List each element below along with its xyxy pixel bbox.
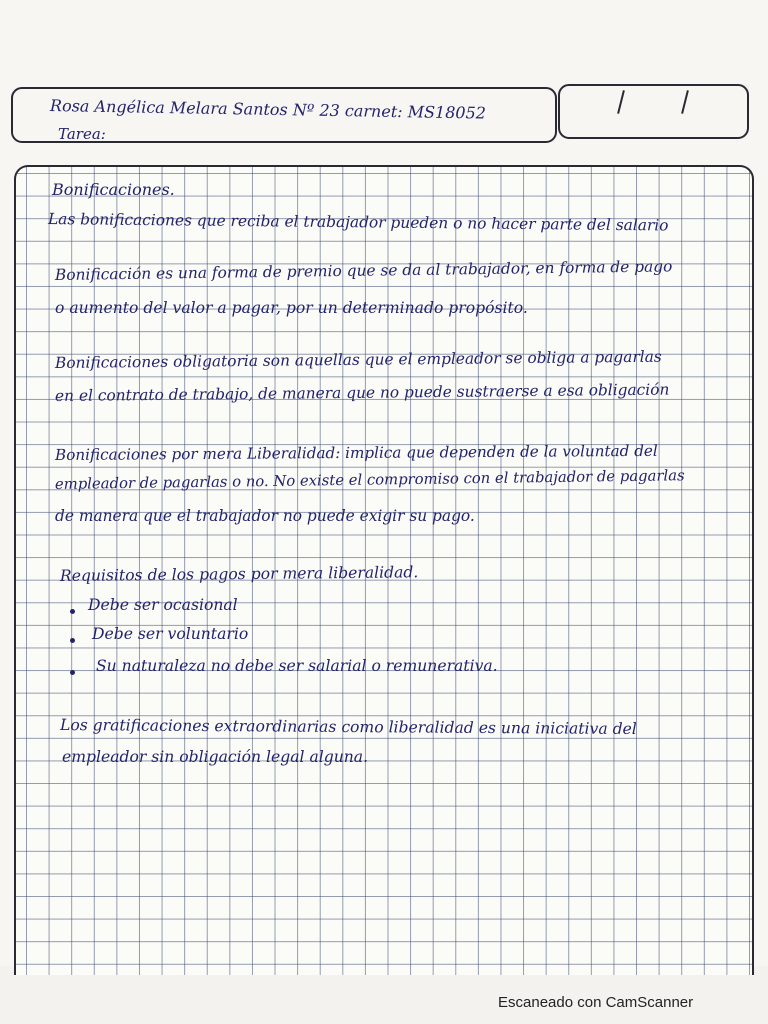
text-line: empleador de pagarlas o no. No existe el compromiso con el trabajador de pagarlas (54, 467, 685, 493)
bullet-dot (70, 670, 75, 675)
text-line: Bonificaciones obligatoria son aquellas que el empleador se obliga a pagarlas (54, 347, 662, 372)
bullet-dot (70, 638, 75, 643)
text-line: empleador sin obligación legal alguna. (62, 748, 369, 766)
bullet-dot (70, 609, 75, 614)
date-slash-2 (681, 90, 689, 114)
text-line: en el contrato de trabajo, de manera que no puede sustraerse a esa obligación (54, 380, 670, 405)
student-name-line: Rosa Angélica Melara Santos Nº 23 carnet: MS18052 (49, 96, 487, 123)
text-line: Los gratificaciones extraordinarias como liberalidad es una iniciativa del (59, 716, 637, 739)
date-slash-1 (617, 90, 625, 114)
text-line: Las bonificaciones que reciba el trabajador pueden o no hacer parte del salario (47, 210, 669, 235)
text-line: Bonificación es una forma de premio que se da al trabajador, en forma de pago (54, 257, 673, 284)
tarea-label: Tarea: (58, 125, 106, 143)
heading-bonificaciones: Bonificaciones. (52, 180, 175, 199)
date-box (558, 84, 749, 139)
text-line: de manera que el trabajador no puede exigir su pago. (55, 507, 475, 525)
bullet-item: Debe ser voluntario (92, 625, 249, 643)
bullet-item: Debe ser ocasional (88, 596, 238, 614)
text-line: Bonificaciones por mera Liberalidad: implica que dependen de la voluntad del (54, 441, 658, 464)
camscanner-watermark: Escaneado con CamScanner (498, 994, 694, 1011)
requisitos-heading: Requisitos de los pagos por mera liberalidad. (59, 563, 419, 585)
text-line: o aumento del valor a pagar, por un determinado propósito. (55, 299, 528, 317)
bullet-item: Su naturaleza no debe ser salarial o remunerativa. (96, 657, 498, 675)
